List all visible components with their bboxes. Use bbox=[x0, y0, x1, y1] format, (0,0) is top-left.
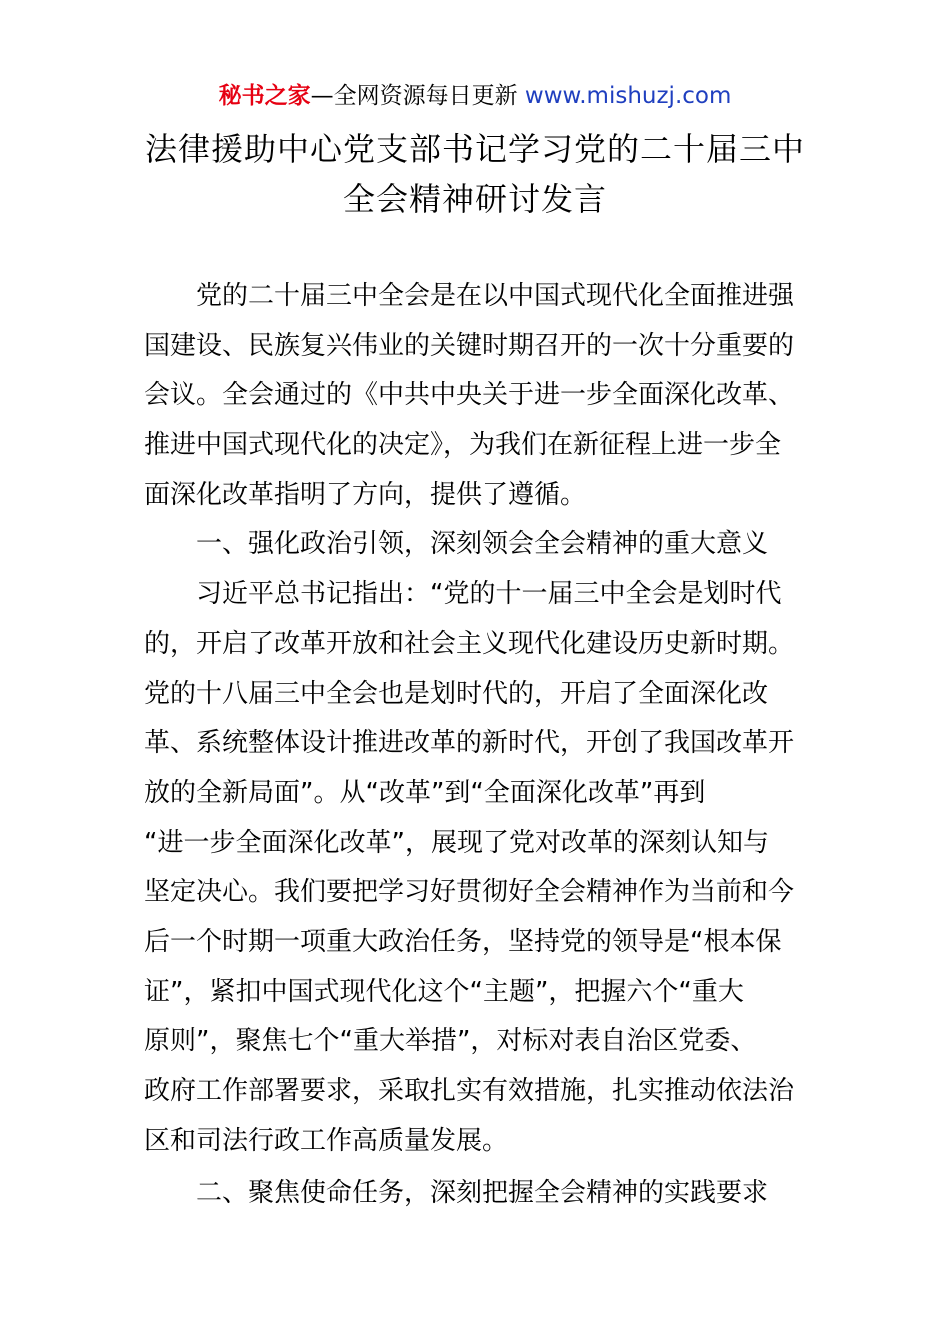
paragraph-line: 党的二十届三中全会是在以中国式现代化全面推进强 bbox=[196, 281, 795, 311]
paragraph-line: 革、系统整体设计推进改革的新时代，开创了我国改革开 bbox=[144, 728, 795, 759]
brand-name: 秘书之家 bbox=[218, 83, 311, 109]
paragraph-line: 坚定决心。我们要把学习好贯彻好全会精神作为当前和今 bbox=[144, 877, 795, 908]
paragraph-line: 的，开启了改革开放和社会主义现代化建设历史新时期。 bbox=[144, 628, 795, 659]
paragraph-line: 国建设、民族复兴伟业的关键时期召开的一次十分重要的 bbox=[144, 330, 795, 361]
document-title bbox=[100, 124, 850, 224]
paragraph-line: 党的十八届三中全会也是划时代的，开启了全面深化改 bbox=[144, 678, 769, 709]
document-body bbox=[144, 272, 808, 1219]
section-heading: 一、强化政治引领，深刻领会全会精神的重大意义 bbox=[196, 529, 769, 560]
site-banner bbox=[0, 80, 950, 112]
paragraph-line: 区和司法行政工作高质量发展。 bbox=[144, 1125, 509, 1156]
paragraph-line: 后一个时期一项重大政治任务，坚持党的领导是“根本保 bbox=[144, 926, 782, 957]
paragraph-line: 习近平总书记指出：“党的十一届三中全会是划时代 bbox=[196, 579, 782, 610]
paragraph-line: 面深化改革指明了方向，提供了遵循。 bbox=[144, 479, 587, 510]
paragraph-line: 会议。全会通过的《中共中央关于进一步全面深化改革、 bbox=[144, 380, 795, 411]
banner-slogan: —全网资源每日更新 bbox=[310, 83, 518, 109]
section-heading: 二、聚焦使命任务，深刻把握全会精神的实践要求 bbox=[196, 1178, 769, 1209]
paragraph-line: 原则”，聚焦七个“重大举措”，对标对表自治区党委、 bbox=[144, 1026, 757, 1057]
site-url-link[interactable]: www.mishuzj.com bbox=[524, 83, 732, 109]
paragraph-line: “进一步全面深化改革”，展现了党对改革的深刻认知与 bbox=[144, 827, 769, 858]
paragraph-line: 推进中国式现代化的决定》，为我们在新征程上进一步全 bbox=[144, 430, 782, 461]
paragraph-line: 政府工作部署要求，采取扎实有效措施，扎实推动依法治 bbox=[144, 1076, 795, 1106]
title-line: 全会精神研讨发言 bbox=[342, 180, 607, 218]
paragraph-line: 证”，紧扣中国式现代化这个“主题”，把握六个“重大 bbox=[144, 976, 744, 1007]
paragraph-line: 放的全新局面”。从“改革”到“全面深化改革”再到 bbox=[144, 777, 706, 808]
title-line: 法律援助中心党支部书记学习党的二十届三中 bbox=[144, 130, 805, 168]
